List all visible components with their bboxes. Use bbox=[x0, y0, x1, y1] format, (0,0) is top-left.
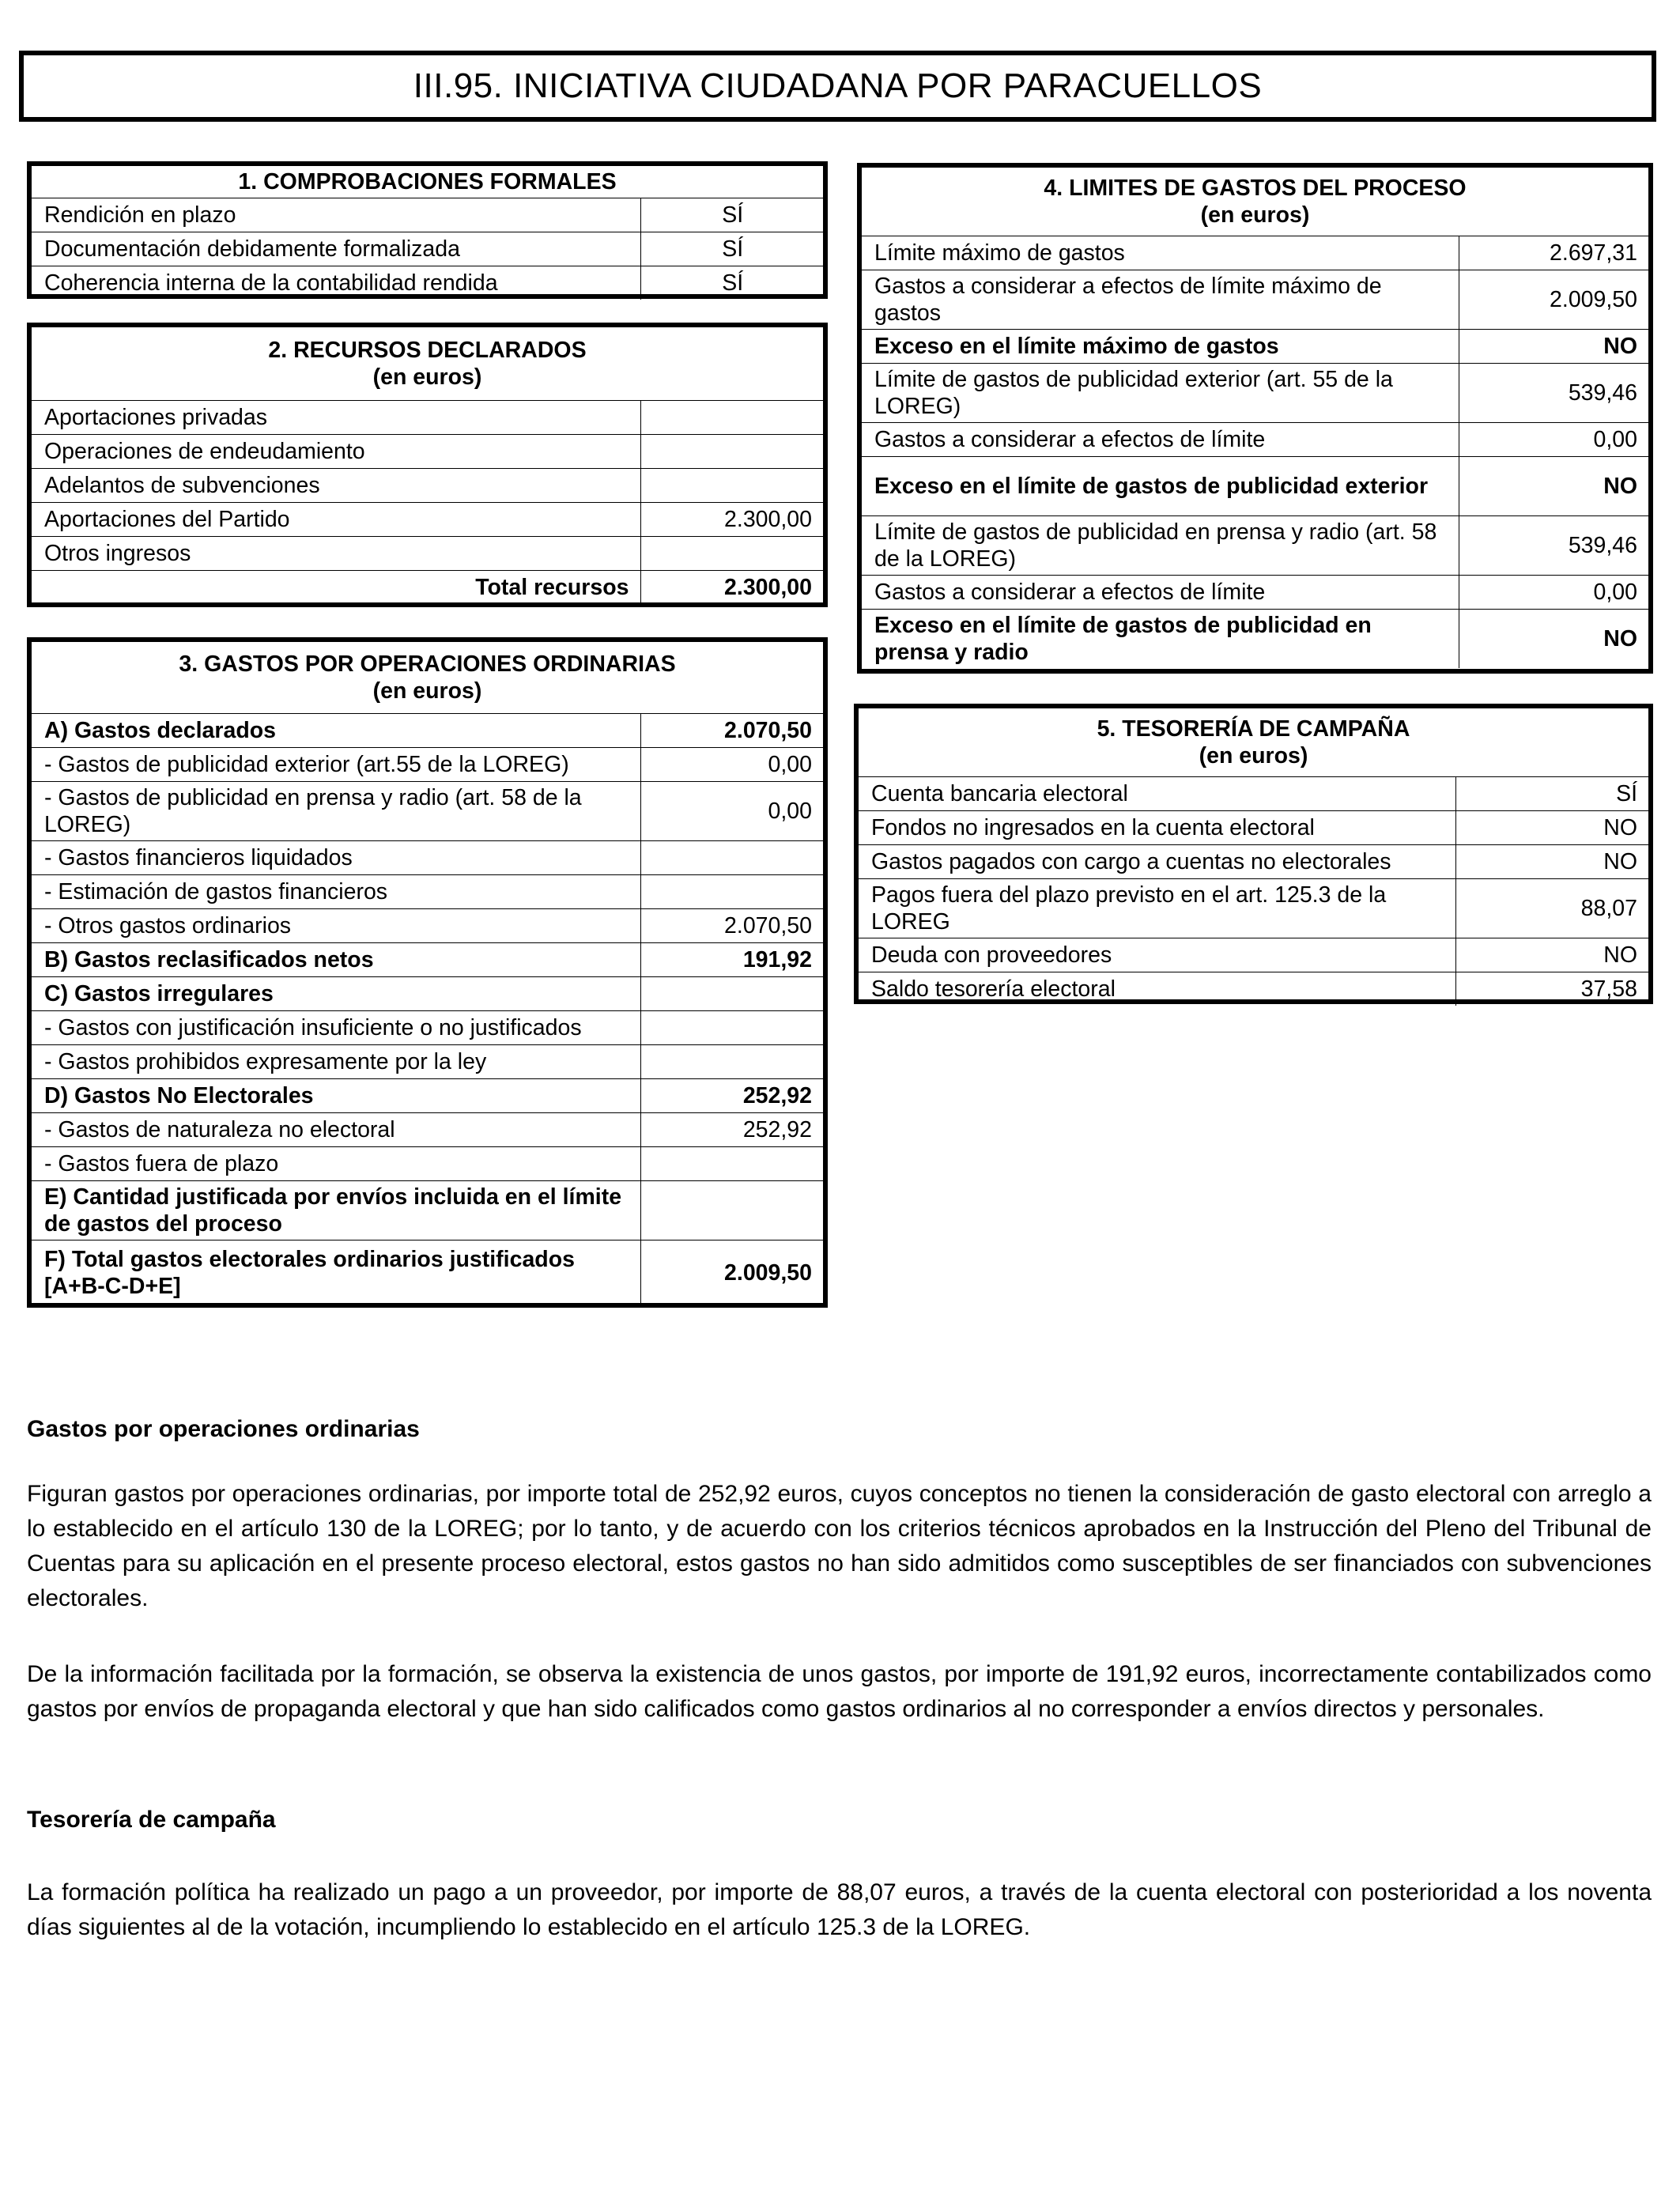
row-value: 0,00 bbox=[640, 748, 823, 782]
table-row bbox=[859, 845, 1648, 879]
table-row bbox=[32, 1113, 823, 1147]
row-value: NO bbox=[1459, 610, 1648, 669]
table-row bbox=[862, 236, 1648, 270]
row-label: Rendición en plazo bbox=[32, 198, 640, 232]
row-label: Otros ingresos bbox=[32, 537, 640, 571]
row-value bbox=[640, 875, 823, 909]
row-value bbox=[640, 841, 823, 875]
table-row bbox=[32, 1147, 823, 1181]
formal-checks-header: 1. COMPROBACIONES FORMALES bbox=[32, 166, 823, 198]
heading-ordinary-expenses: Gastos por operaciones ordinarias bbox=[27, 1416, 420, 1442]
total-row bbox=[32, 571, 823, 605]
row-label: Exceso en el límite de gastos de publicidad exterior bbox=[862, 457, 1459, 516]
row-label: Gastos pagados con cargo a cuentas no electorales bbox=[859, 845, 1455, 879]
table-row bbox=[32, 232, 823, 266]
row-value: 2.070,50 bbox=[640, 909, 823, 943]
row-value bbox=[640, 401, 823, 435]
section-title: 2. RECURSOS DECLARADOS bbox=[268, 338, 587, 363]
row-label: Límite de gastos de publicidad exterior (art. 55 de la LOREG) bbox=[862, 364, 1459, 423]
paragraph-reclassified-expenses bbox=[27, 1657, 1652, 1727]
row-label: - Estimación de gastos financieros bbox=[32, 875, 640, 909]
row-label: - Otros gastos ordinarios bbox=[32, 909, 640, 943]
total-label: Total recursos bbox=[32, 571, 640, 605]
ordinary-expenses-table bbox=[32, 642, 823, 1305]
row-value: 2.070,50 bbox=[640, 714, 823, 748]
row-label: Límite de gastos de publicidad en prensa y radio (art. 58 de la LOREG) bbox=[862, 516, 1459, 576]
table-row bbox=[32, 469, 823, 503]
row-label: Gastos a considerar a efectos de límite bbox=[862, 423, 1459, 457]
row-label: Deuda con proveedores bbox=[859, 938, 1455, 972]
row-value: 37,58 bbox=[1455, 972, 1648, 1006]
campaign-treasury-header bbox=[859, 708, 1648, 777]
row-label: Gastos a considerar a efectos de límite máximo de gastos bbox=[862, 270, 1459, 330]
declared-resources-table bbox=[32, 327, 823, 604]
row-value: 0,00 bbox=[1459, 576, 1648, 610]
row-value: 191,92 bbox=[640, 943, 823, 977]
paragraph-campaign-treasury bbox=[27, 1875, 1652, 1945]
table-row bbox=[32, 1079, 823, 1113]
table-row bbox=[32, 435, 823, 469]
row-value: 2.009,50 bbox=[1459, 270, 1648, 330]
row-label: Documentación debidamente formalizada bbox=[32, 232, 640, 266]
campaign-treasury-panel bbox=[854, 704, 1653, 1004]
row-label: Coherencia interna de la contabilidad rendida bbox=[32, 266, 640, 300]
table-row bbox=[32, 1011, 823, 1045]
row-label: - Gastos financieros liquidados bbox=[32, 841, 640, 875]
spending-limits-panel bbox=[857, 163, 1653, 674]
row-label: C) Gastos irregulares bbox=[32, 977, 640, 1011]
campaign-treasury-table bbox=[859, 708, 1648, 1006]
section-title: 5. TESORERÍA DE CAMPAÑA bbox=[1097, 716, 1410, 742]
table-row bbox=[32, 977, 823, 1011]
row-value: 0,00 bbox=[1459, 423, 1648, 457]
table-row bbox=[32, 198, 823, 232]
table-row bbox=[862, 610, 1648, 669]
ordinary-expenses-header bbox=[32, 642, 823, 714]
row-value: NO bbox=[1455, 938, 1648, 972]
row-value: 2.009,50 bbox=[640, 1240, 823, 1305]
row-value: 2.300,00 bbox=[640, 503, 823, 537]
row-value: 539,46 bbox=[1459, 364, 1648, 423]
section-subtitle: (en euros) bbox=[1199, 743, 1308, 768]
table-row bbox=[32, 1045, 823, 1079]
table-row bbox=[32, 266, 823, 300]
row-value: SÍ bbox=[640, 198, 823, 232]
row-label: - Gastos prohibidos expresamente por la ley bbox=[32, 1045, 640, 1079]
table-row bbox=[862, 457, 1648, 516]
table-row bbox=[859, 811, 1648, 845]
row-value bbox=[640, 435, 823, 469]
row-value bbox=[640, 1045, 823, 1079]
table-row bbox=[32, 1240, 823, 1305]
table-row bbox=[859, 777, 1648, 811]
spending-limits-table bbox=[862, 168, 1648, 668]
row-value bbox=[640, 1011, 823, 1045]
row-label: - Gastos fuera de plazo bbox=[32, 1147, 640, 1181]
table-row bbox=[32, 909, 823, 943]
paragraph-ordinary-expenses bbox=[27, 1477, 1652, 1616]
heading-campaign-treasury: Tesorería de campaña bbox=[27, 1807, 276, 1833]
table-row bbox=[32, 537, 823, 571]
table-row bbox=[32, 503, 823, 537]
row-value: 252,92 bbox=[640, 1079, 823, 1113]
row-label: - Gastos de publicidad exterior (art.55 de la LOREG) bbox=[32, 748, 640, 782]
table-row bbox=[862, 576, 1648, 610]
row-value: 252,92 bbox=[640, 1113, 823, 1147]
spending-limits-header bbox=[862, 168, 1648, 236]
formal-checks-table bbox=[32, 166, 823, 300]
paragraph: La formación política ha realizado un pago a un proveedor, por importe de 88,07 euros, a través de la cuenta electoral con posterioridad a los noventa días siguientes al de la votación, incumpliendo lo establecido en el artículo 125.3 de la LOREG. bbox=[27, 1879, 1652, 1940]
row-value: NO bbox=[1455, 811, 1648, 845]
row-label: A) Gastos declarados bbox=[32, 714, 640, 748]
table-row bbox=[32, 841, 823, 875]
row-value: NO bbox=[1459, 330, 1648, 364]
row-value: SÍ bbox=[1455, 777, 1648, 811]
row-label: E) Cantidad justificada por envíos incluida en el límite de gastos del proceso bbox=[32, 1181, 640, 1240]
table-row bbox=[32, 1181, 823, 1240]
table-row bbox=[859, 972, 1648, 1006]
row-value bbox=[640, 1181, 823, 1240]
table-row bbox=[862, 364, 1648, 423]
row-label: Aportaciones del Partido bbox=[32, 503, 640, 537]
row-label: Pagos fuera del plazo previsto en el art. 125.3 de la LOREG bbox=[859, 879, 1455, 938]
table-row bbox=[32, 782, 823, 841]
row-label: Exceso en el límite de gastos de publicidad en prensa y radio bbox=[862, 610, 1459, 669]
row-label: Operaciones de endeudamiento bbox=[32, 435, 640, 469]
table-row bbox=[862, 423, 1648, 457]
table-row bbox=[859, 938, 1648, 972]
row-value bbox=[640, 1147, 823, 1181]
row-label: Exceso en el límite máximo de gastos bbox=[862, 330, 1459, 364]
declared-resources-panel bbox=[27, 323, 828, 607]
total-value: 2.300,00 bbox=[640, 571, 823, 605]
table-row bbox=[32, 875, 823, 909]
row-label: F) Total gastos electorales ordinarios justificados [A+B-C-D+E] bbox=[32, 1240, 640, 1305]
row-value: SÍ bbox=[640, 266, 823, 300]
table-row bbox=[862, 516, 1648, 576]
row-label: Aportaciones privadas bbox=[32, 401, 640, 435]
table-row bbox=[859, 879, 1648, 938]
section-subtitle: (en euros) bbox=[372, 364, 482, 390]
table-row bbox=[32, 943, 823, 977]
row-value: 88,07 bbox=[1455, 879, 1648, 938]
row-value bbox=[640, 537, 823, 571]
row-value: SÍ bbox=[640, 232, 823, 266]
row-value bbox=[640, 469, 823, 503]
table-row bbox=[32, 714, 823, 748]
row-label: Fondos no ingresados en la cuenta electoral bbox=[859, 811, 1455, 845]
row-label: - Gastos de naturaleza no electoral bbox=[32, 1113, 640, 1147]
row-label: D) Gastos No Electorales bbox=[32, 1079, 640, 1113]
table-row bbox=[862, 330, 1648, 364]
table-row bbox=[862, 270, 1648, 330]
row-label: B) Gastos reclasificados netos bbox=[32, 943, 640, 977]
paragraph: Figuran gastos por operaciones ordinarias, por importe total de 252,92 euros, cuyos conceptos no tienen la consideración de gasto electoral con arreglo a lo establecido en el artículo 130 de la LOREG; por lo tanto, y de acuerdo con los criterios técnicos aprobados en la Instrucción del Pleno del Tribunal de Cuentas para su aplicación en el presente proceso electoral, estos gastos no han sido admitidos como susceptibles de ser financiados con subvenciones electorales. bbox=[27, 1481, 1652, 1611]
section-subtitle: (en euros) bbox=[1200, 202, 1310, 228]
row-label: - Gastos con justificación insuficiente o no justificados bbox=[32, 1011, 640, 1045]
formal-checks-panel bbox=[27, 161, 828, 299]
row-value bbox=[640, 977, 823, 1011]
row-label: Adelantos de subvenciones bbox=[32, 469, 640, 503]
section-subtitle: (en euros) bbox=[372, 678, 482, 704]
table-row bbox=[32, 401, 823, 435]
row-value: 539,46 bbox=[1459, 516, 1648, 576]
declared-resources-header bbox=[32, 327, 823, 401]
section-title: 4. LIMITES DE GASTOS DEL PROCESO bbox=[1044, 176, 1467, 201]
row-label: Saldo tesorería electoral bbox=[859, 972, 1455, 1006]
row-label: - Gastos de publicidad en prensa y radio (art. 58 de la LOREG) bbox=[32, 782, 640, 841]
table-row bbox=[32, 748, 823, 782]
row-value: 2.697,31 bbox=[1459, 236, 1648, 270]
row-label: Límite máximo de gastos bbox=[862, 236, 1459, 270]
row-label: Cuenta bancaria electoral bbox=[859, 777, 1455, 811]
row-label: Gastos a considerar a efectos de límite bbox=[862, 576, 1459, 610]
paragraph: De la información facilitada por la formación, se observa la existencia de unos gastos, por importe de 191,92 euros, incorrectamente contabilizados como gastos por envíos de propaganda electoral y que han sido calificados como gastos ordinarios al no corresponder a envíos directos y personales. bbox=[27, 1661, 1652, 1722]
ordinary-expenses-panel bbox=[27, 637, 828, 1308]
page-title: III.95. INICIATIVA CIUDADANA POR PARACUELLOS bbox=[19, 51, 1656, 122]
row-value: NO bbox=[1455, 845, 1648, 879]
section-title: 3. GASTOS POR OPERACIONES ORDINARIAS bbox=[179, 651, 676, 677]
row-value: 0,00 bbox=[640, 782, 823, 841]
row-value: NO bbox=[1459, 457, 1648, 516]
